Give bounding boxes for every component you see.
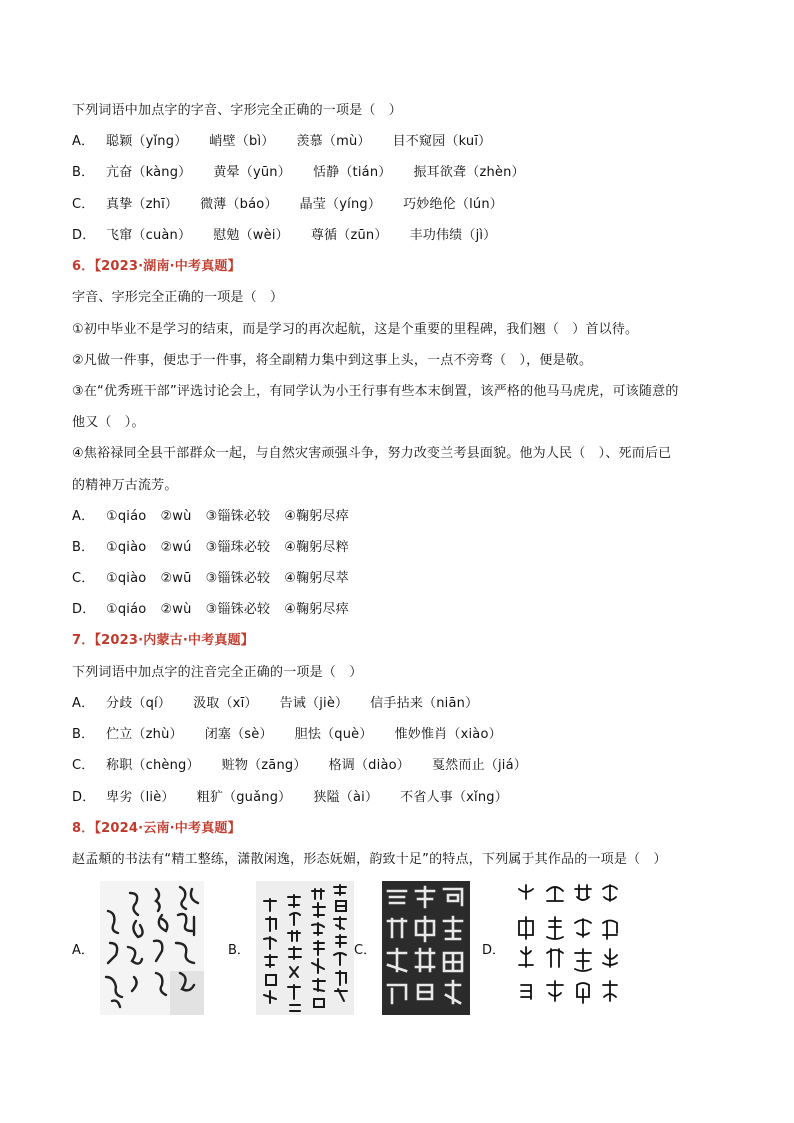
q6-sentence-4-cont: 的精神万古流芳。 (72, 478, 178, 493)
calligraphy-strokes (256, 881, 354, 1015)
option-item: 信手拈来（niān） (370, 696, 479, 711)
source-tag: 【2024·云南·中考真题】 (94, 821, 241, 836)
option-item: ③锱铢必较 (205, 602, 271, 617)
option-item: ③锱珠必较 (205, 540, 271, 555)
source-tag: 【2023·湖南·中考真题】 (94, 259, 241, 274)
option-item: ②wù (160, 602, 192, 617)
image-option-c (354, 878, 470, 1018)
option-item: 粗犷（guǎng） (196, 790, 292, 805)
image-option-d (482, 878, 623, 1018)
option-item: 峭壁（bì） (209, 134, 275, 149)
option-letter: C． (72, 197, 95, 212)
option-item: 惟妙惟肖（xiào） (394, 727, 502, 742)
q5-stem: 下列词语中加点字的字音、字形完全正确的一项是（ ） (72, 103, 403, 118)
option-letter: B． (72, 727, 95, 742)
option-letter: B． (72, 540, 95, 555)
option-letter: D． (482, 942, 506, 958)
option-item: 胆怯（què） (294, 727, 373, 742)
q5-option-a (72, 133, 513, 151)
q8-stem: 赵孟頫的书法有“精工整练，潇散闲逸，形态妩媚，韵致十足”的特点，下列属于其作品的一项是（ ） (72, 852, 667, 867)
option-item: ②wū (160, 571, 192, 586)
option-item: ②wú (160, 540, 192, 555)
q7-option-c (72, 757, 549, 775)
q5-option-b (72, 164, 547, 182)
q6-sentence-2: ②凡做一件事，便忠于一件事，将全副精力集中到这事上头，一点不旁骛（ ），便是敬。 (72, 353, 593, 368)
option-item: 黄晕（yūn） (213, 165, 291, 180)
option-letter: A． (72, 509, 95, 524)
q8-heading (72, 820, 241, 838)
option-letter: B． (228, 942, 250, 958)
q6-sentence-4: ④焦裕禄同全县干部群众一起，与自然灾害顽强斗争，努力改变兰考县面貌。他为人民（ ）、死而后已 (72, 446, 672, 461)
option-item: 恬静（tián） (312, 165, 392, 180)
source-tag: 【2023·内蒙古·中考真题】 (94, 633, 255, 648)
option-letter: C． (72, 571, 95, 586)
seal-script-image (511, 881, 623, 1015)
option-item: ④鞠躬尽粹 (284, 540, 349, 555)
option-letter: A． (72, 696, 95, 711)
q5-option-d (72, 227, 518, 245)
q6-sentence-3-cont: 他又（ ）。 (72, 415, 145, 430)
option-item: 伫立（zhù） (106, 727, 183, 742)
question-number: 7． (72, 633, 95, 648)
q6-sentence-3: ③在“优秀班干部”评选讨论会上，有同学认为小王行事有些本末倒置，该严格的他马马虎虎，可该随意的 (72, 384, 679, 399)
q5-option-c (72, 196, 525, 214)
option-item: ④鞠躬尽萃 (284, 571, 349, 586)
calligraphy-options (72, 878, 722, 1018)
option-item: 亢奋（kàng） (106, 165, 192, 180)
cursive-calligraphy-image (100, 881, 204, 1015)
option-letter: C． (72, 758, 95, 773)
option-item: 慰勉（wèi） (213, 228, 289, 243)
option-item: ④鞠躬尽瘁 (284, 602, 349, 617)
option-item: 晶莹（yíng） (299, 197, 382, 212)
option-item: 尊循（zūn） (310, 228, 388, 243)
q7-option-b (72, 726, 524, 744)
option-item: 狭隘（ài） (313, 790, 379, 805)
option-letter: C． (354, 942, 377, 958)
image-option-a (72, 878, 204, 1018)
q6-option-b (72, 539, 363, 557)
q6-stem: 字音、字形完全正确的一项是（ ） (72, 290, 284, 305)
q6-option-a (72, 508, 363, 526)
option-item: ④鞠躬尽瘁 (284, 509, 349, 524)
question-number: 8． (72, 821, 95, 836)
option-item: ③锱铢必较 (205, 571, 271, 586)
option-item: 分歧（qí） (106, 696, 172, 711)
q6-sentence-1: ①初中毕业不是学习的结束，而是学习的再次起航，这是个重要的里程碑，我们翘（ ）首以待。 (72, 322, 639, 337)
option-item: 格调（diào） (328, 758, 410, 773)
option-letter: B． (72, 165, 95, 180)
option-item: 巧妙绝伦（lún） (403, 197, 503, 212)
option-item: 告诫（jiè） (279, 696, 349, 711)
option-item: ①qiáo (106, 602, 147, 617)
option-letter: D． (72, 228, 96, 243)
running-calligraphy-image (256, 881, 354, 1015)
option-item: 聪颖（yǐng） (106, 134, 188, 149)
image-option-b (228, 878, 354, 1018)
option-item: 不省人事（xǐng） (400, 790, 508, 805)
question-number: 6． (72, 259, 95, 274)
q7-option-d (72, 789, 530, 807)
q7-option-a (72, 695, 500, 713)
calligraphy-strokes (100, 881, 204, 1015)
option-item: 汲取（xī） (193, 696, 258, 711)
q7-stem: 下列词语中加点字的注音完全正确的一项是（ ） (72, 665, 363, 680)
option-letter: A． (72, 134, 95, 149)
option-item: 赃物（zāng） (221, 758, 307, 773)
option-item: 目不窥园（kuī） (392, 134, 492, 149)
option-item: 戛然而止（jiá） (431, 758, 527, 773)
option-item: 飞窜（cuàn） (106, 228, 192, 243)
option-item: 微薄（báo） (200, 197, 278, 212)
option-item: ①qiào (106, 540, 147, 555)
q6-heading (72, 258, 241, 276)
option-item: 真挚（zhī） (106, 197, 179, 212)
option-item: 振耳欲聋（zhèn） (413, 165, 525, 180)
option-letter: D． (72, 790, 96, 805)
calligraphy-strokes (511, 881, 623, 1015)
option-item: 丰功伟绩（jì） (409, 228, 497, 243)
calligraphy-strokes (382, 881, 470, 1015)
option-item: 闭塞（sè） (204, 727, 273, 742)
q6-option-c (72, 570, 363, 588)
stele-rubbing-image (382, 881, 470, 1015)
option-letter: D． (72, 602, 96, 617)
option-item: ③锱铢必较 (205, 509, 271, 524)
option-item: 卑劣（liè） (106, 790, 175, 805)
option-item: ②wù (160, 509, 192, 524)
option-item: ①qiào (106, 571, 147, 586)
q6-option-d (72, 601, 363, 619)
option-item: 羡慕（mù） (296, 134, 371, 149)
q7-heading (72, 632, 254, 650)
option-letter: A． (72, 942, 94, 958)
option-item: 称职（chèng） (106, 758, 200, 773)
option-item: ①qiáo (106, 509, 147, 524)
